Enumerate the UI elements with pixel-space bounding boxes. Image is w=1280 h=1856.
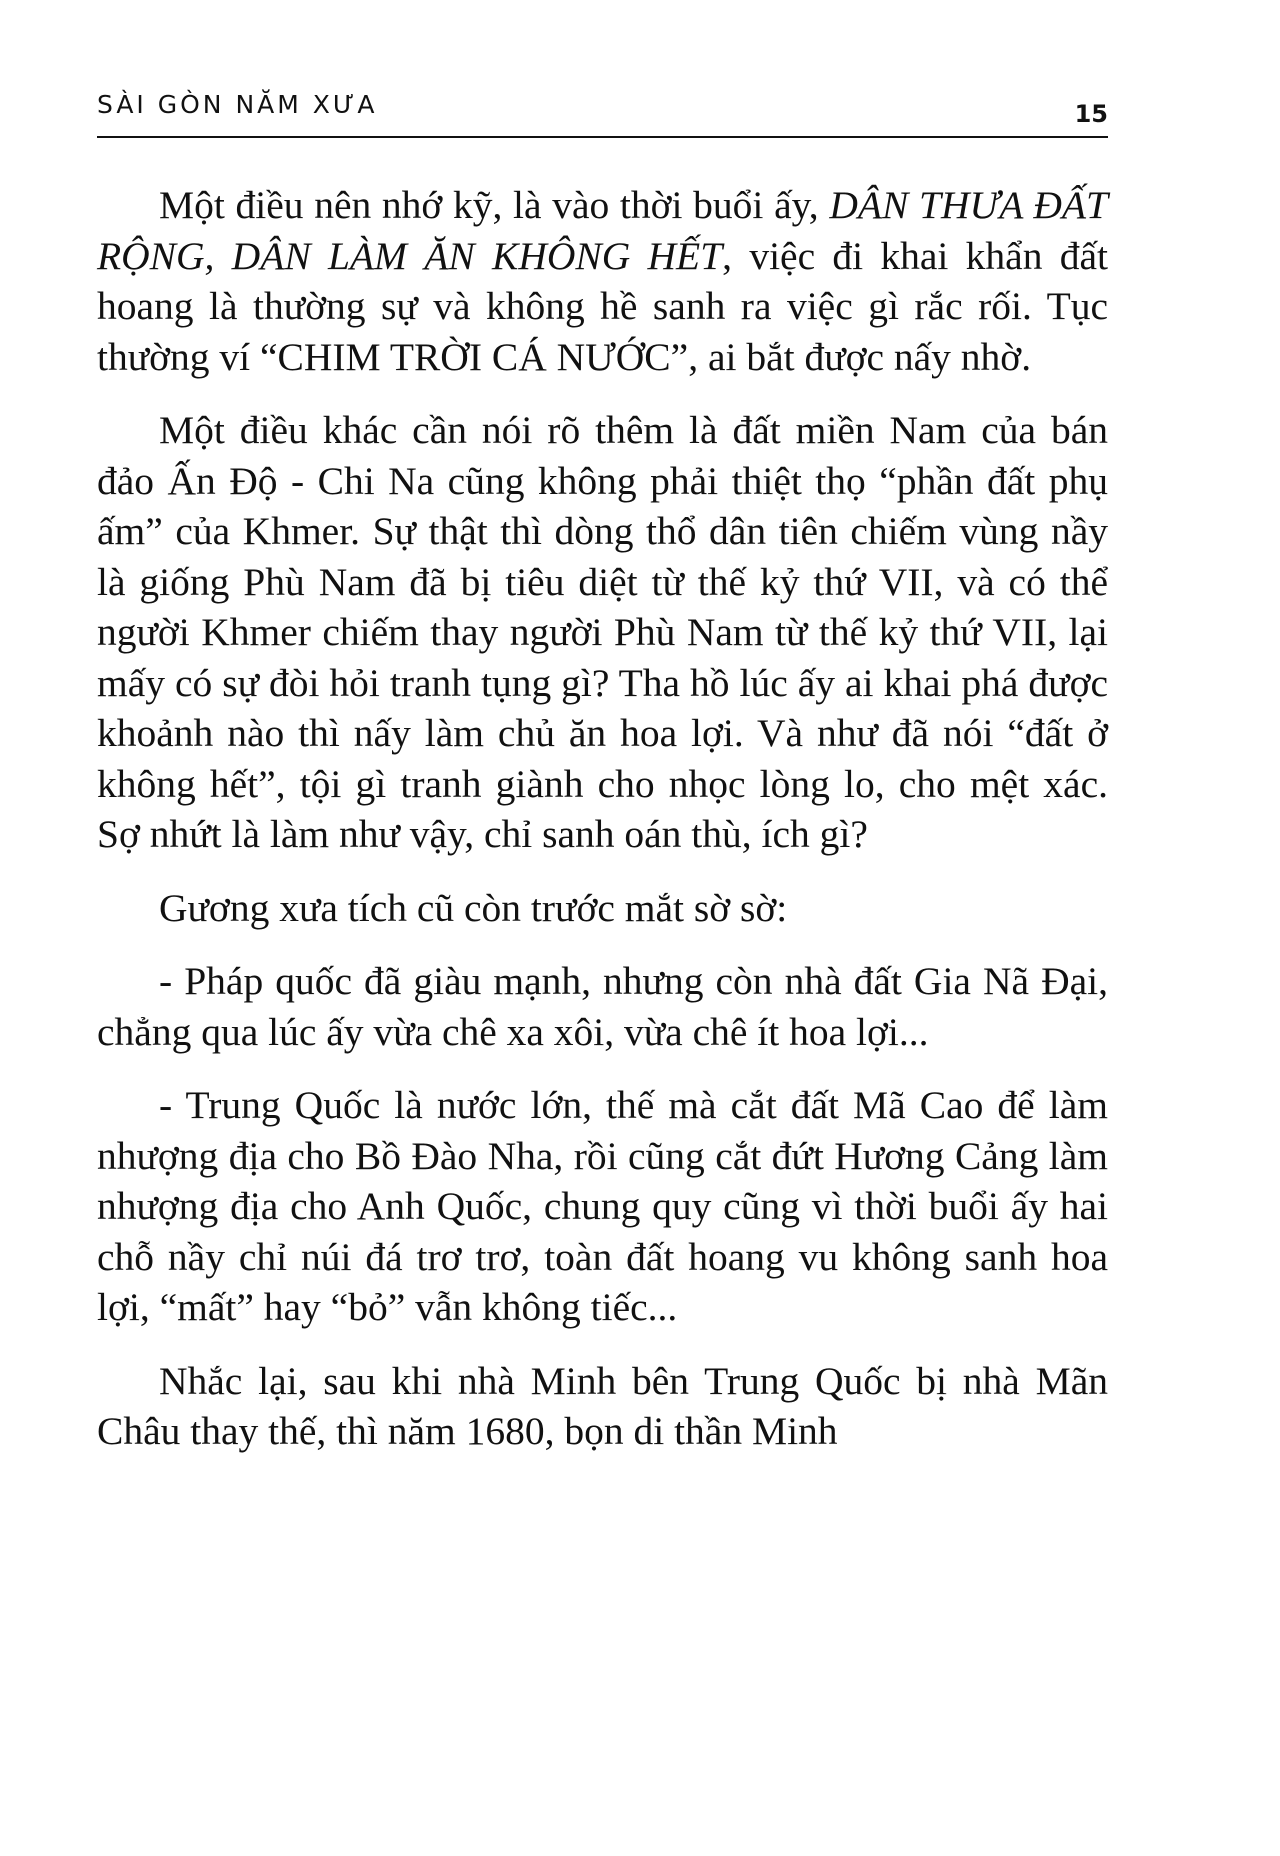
paragraph-1-emphasis: DÂN THƯA ĐẤT RỘNG, DÂN LÀM ĂN KHÔNG HẾT: [97, 183, 1109, 278]
paragraph-3: Gương xưa tích cũ còn trước mắt sờ sờ:: [159, 885, 788, 930]
paragraph-1: [97, 180, 1108, 382]
paragraph-4: - Pháp quốc đã giàu mạnh, nhưng còn nhà đất Gia Nã Đại, chẳng qua lúc ấy vừa chê xa xôi, vừa chê ít hoa lợi...: [97, 959, 1108, 1054]
body-text: [97, 180, 1108, 1480]
page-header: [97, 82, 1108, 142]
paragraph-1-lead: Một điều nên nhớ kỹ, là vào thời buổi ấy,: [159, 183, 830, 227]
header-rule: [97, 136, 1108, 138]
paragraph-6: Nhắc lại, sau khi nhà Minh bên Trung Quốc bị nhà Mãn Châu thay thế, thì năm 1680, bọn di thần Minh: [97, 1358, 1108, 1453]
page-number: 15: [1074, 100, 1108, 128]
paragraph-5: - Trung Quốc là nước lớn, thế mà cắt đất Mã Cao để làm nhượng địa cho Bồ Đào Nha, rồi cũng cắt đứt Hương Cảng làm nhượng địa cho Anh Quốc, chung quy cũng vì thời buổi ấy hai chỗ nầy chỉ núi đá trơ trơ, toàn đất hoang vu không sanh hoa lợi, “mất” hay “bỏ” vẫn không tiếc...: [97, 1083, 1108, 1329]
paragraph-1-tail: , việc đi khai khẩn đất hoang là thường sự và không hề sanh ra việc gì rắc rối. Tục thường ví “CHIM TRỜI CÁ NƯỚC”, ai bắt được nấy nhờ.: [97, 233, 1108, 379]
running-title: SÀI GÒN NĂM XƯA: [97, 90, 378, 119]
paragraph-2: Một điều khác cần nói rõ thêm là đất miền Nam của bán đảo Ấn Độ - Chi Na cũng không phải thiệt thọ “phần đất phụ ấm” của Khmer. Sự thật thì dòng thổ dân tiên chiếm vùng nầy là giống Phù Nam đã bị tiêu diệt từ thế kỷ thứ VII, và có thể người Khmer chiếm thay người Phù Nam từ thế kỷ thứ VII, lại mấy có sự đòi hỏi tranh tụng gì? Tha hồ lúc ấy ai khai phá được khoảnh nào thì nấy làm chủ ăn hoa lợi. Và như đã nói “đất ở không hết”, tội gì tranh giành cho nhọc lòng lo, cho mệt xác. Sợ nhứt là làm như vậy, chỉ sanh oán thù, ích gì?: [97, 408, 1108, 856]
